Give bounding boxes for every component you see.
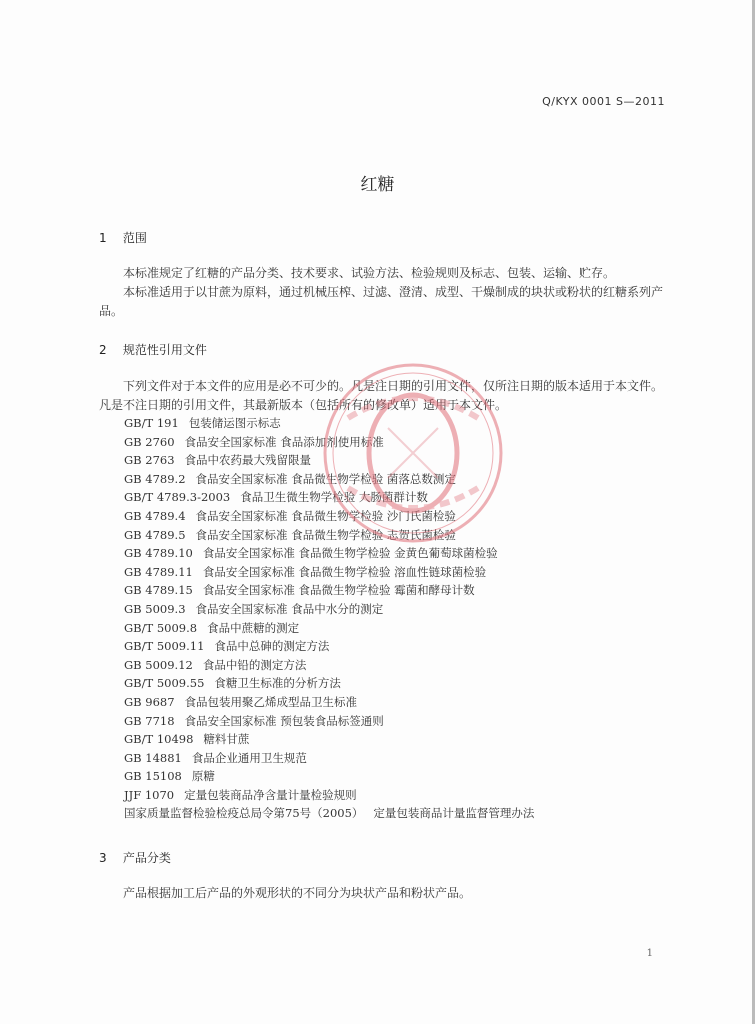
reference-name: 食品包装用聚乙烯成型品卫生标准: [184, 694, 358, 709]
reference-name: 食品中铅的测定方法: [202, 657, 307, 672]
section-heading-classification: [99, 849, 171, 866]
scope-body: [99, 264, 671, 321]
scope-paragraph-2: 本标准适用于以甘蔗为原料，通过机械压榨、过滤、澄清、成型、干燥制成的块状或粉状的红糖系列产品。: [99, 285, 664, 318]
reference-name: 包装储运图示标志: [188, 416, 281, 430]
reference-item: [124, 712, 534, 731]
reference-name: 食品中农药最大残留限量: [184, 453, 312, 468]
reference-name: 食糖卫生标准的分析方法: [214, 676, 341, 691]
document-title: 红糖: [360, 175, 395, 195]
reference-item: [124, 488, 534, 507]
classification-body: [99, 884, 671, 903]
reference-name: 原糖: [191, 769, 215, 784]
reference-name: 食品安全国家标准 预包装食品标签通则: [184, 713, 384, 728]
reference-code: GB 4789.11: [124, 564, 193, 579]
reference-code: GB/T 5009.55: [124, 676, 205, 691]
reference-name: 食品安全国家标准 食品微生物学检验 金黄色葡萄球菌检验: [202, 546, 498, 561]
reference-name: 食品安全国家标准 食品中水分的测定: [195, 601, 384, 616]
reference-item: [124, 786, 534, 805]
reference-code: GB/T 5009.11: [124, 639, 205, 654]
section-number: 2: [99, 343, 107, 357]
reference-code: GB 4789.15: [124, 583, 193, 598]
reference-item: [124, 451, 534, 470]
reference-item: [124, 804, 534, 823]
section-heading-references: [99, 341, 207, 358]
page-number: 1: [646, 948, 653, 959]
reference-list: [124, 414, 534, 823]
reference-item: [124, 581, 534, 600]
reference-item: [124, 637, 534, 656]
reference-name: 食品安全国家标准 食品微生物学检验 沙门氏菌检验: [195, 508, 456, 523]
reference-code: GB 4789.5: [124, 527, 186, 542]
section-title: 范围: [122, 231, 147, 245]
reference-code: GB 7718: [124, 713, 175, 728]
reference-name: 定量包装商品净含量计量检验规则: [184, 787, 357, 802]
reference-code: GB/T 10498: [124, 732, 194, 747]
reference-code: GB 14881: [124, 750, 182, 765]
reference-item: [124, 674, 534, 693]
reference-name: 食品安全国家标准 食品微生物学检验 溶血性链球菌检验: [202, 564, 487, 579]
reference-item: [124, 470, 534, 489]
reference-code: GB/T 5009.8: [124, 620, 198, 635]
section-number: 3: [99, 851, 107, 865]
reference-code: GB 4789.10: [124, 546, 193, 561]
reference-item: [124, 526, 534, 545]
reference-code: GB 2760: [124, 434, 175, 449]
reference-code: GB 5009.3: [124, 601, 186, 616]
reference-item: [124, 544, 534, 563]
reference-item: [124, 507, 534, 526]
reference-item: [124, 414, 534, 433]
reference-item: [124, 619, 534, 638]
reference-name: 食品安全国家标准 食品微生物学检验 志贺氏菌检验: [195, 527, 456, 542]
references-intro: [99, 377, 671, 415]
section-title: 规范性引用文件: [122, 343, 207, 357]
reference-item: [124, 693, 534, 712]
reference-item: [124, 767, 534, 786]
reference-item: [124, 730, 534, 749]
reference-name: 食品中蔗糖的测定: [207, 620, 300, 635]
reference-item: [124, 749, 534, 768]
reference-name: 定量包装商品计量监督管理办法: [373, 806, 535, 821]
reference-name: 食品企业通用卫生规范: [191, 750, 307, 765]
reference-code: GB 4789.4: [124, 508, 186, 523]
reference-code: JJF 1070: [124, 787, 175, 802]
reference-item: [124, 656, 534, 675]
classification-paragraph: 产品根据加工后产品的外观形状的不同分为块状产品和粉状产品。: [123, 886, 472, 900]
reference-name: 食品中总砷的测定方法: [214, 639, 330, 654]
section-title: 产品分类: [122, 851, 171, 865]
reference-code: 国家质量监督检验检疫总局令第75号（2005）: [124, 806, 364, 821]
reference-name: 食品安全国家标准 食品微生物学检验 菌落总数测定: [195, 471, 456, 486]
reference-item: [124, 563, 534, 582]
reference-code: GB 9687: [124, 694, 175, 709]
reference-name: 食品安全国家标准 食品微生物学检验 霉菌和酵母计数: [202, 583, 475, 598]
reference-item: [124, 600, 534, 619]
section-heading-scope: [99, 229, 147, 246]
section-number: 1: [99, 231, 107, 245]
reference-code: GB 2763: [124, 453, 175, 468]
references-intro-text: 下列文件对于本文件的应用是必不可少的。凡是注日期的引用文件，仅所注日期的版本适用于本文件。凡是不注日期的引用文件，其最新版本（包括所有的修改单）适用于本文件。: [99, 379, 664, 412]
reference-name: 糖料甘蔗: [203, 732, 250, 747]
reference-name: 食品安全国家标准 食品添加剂使用标准: [184, 434, 384, 449]
reference-item: [124, 433, 534, 452]
reference-code: GB 15108: [124, 769, 182, 784]
reference-code: GB 5009.12: [124, 657, 193, 672]
standard-code: Q/KYX 0001 S—2011: [542, 95, 665, 108]
reference-code: GB 4789.2: [124, 471, 186, 486]
reference-code: GB/T 4789.3-2003: [124, 490, 231, 505]
reference-name: 食品卫生微生物学检验 大肠菌群计数: [240, 490, 428, 505]
reference-code: GB/T 191: [124, 416, 179, 430]
scope-paragraph-1: 本标准规定了红糖的产品分类、技术要求、试验方法、检验规则及标志、包装、运输、贮存。: [123, 266, 616, 280]
